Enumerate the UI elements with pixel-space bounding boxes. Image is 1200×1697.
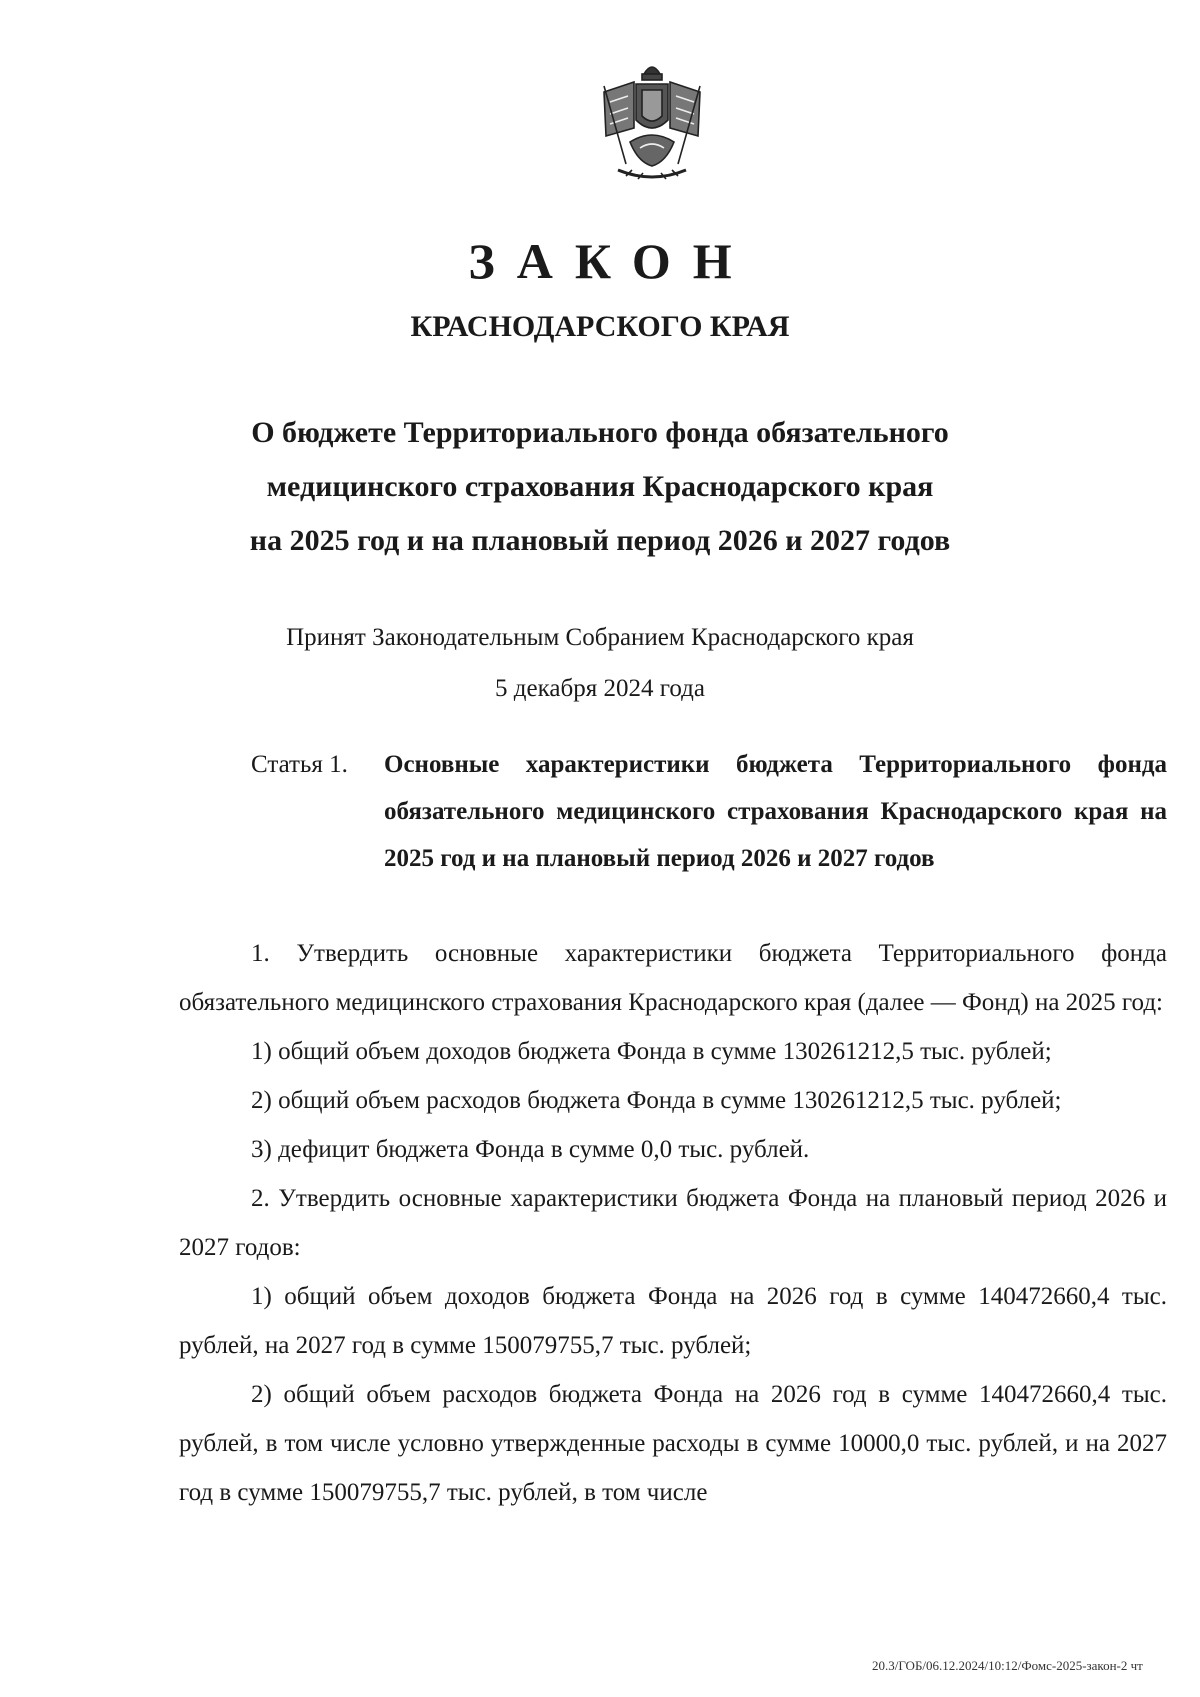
coat-of-arms-icon: [596, 58, 708, 186]
adoption-note: [150, 612, 1050, 714]
paragraph: 3) дефицит бюджета Фонда в сумме 0,0 тыс. рублей.: [251, 1136, 810, 1163]
law-name-line: О бюджете Территориального фонда обязательного: [251, 416, 949, 449]
paragraph: 2) общий объем расходов бюджета Фонда на 2026 год в сумме 140472660,4 тыс. рублей, в том числе условно утвержденные расходы в сумме 10000,0 тыс. рублей, и на 2027 год в сумме 150079755,7 тыс. рублей, в том числе: [179, 1381, 1167, 1506]
paragraph: 1) общий объем доходов бюджета Фонда на 2026 год в сумме 140472660,4 тыс. рублей, на 2027 год в сумме 150079755,7 тыс. рублей;: [179, 1283, 1167, 1359]
article-heading: [251, 741, 1167, 882]
document-title: ЗАКОН: [468, 233, 754, 289]
adoption-date: 5 декабря 2024 года: [495, 675, 705, 702]
paragraph: 1) общий объем доходов бюджета Фонда в сумме 130261212,5 тыс. рублей;: [251, 1038, 1052, 1065]
article-title: Основные характеристики бюджета Территориального фонда обязательного медицинского страхования Краснодарского края на 2025 год и на плановый период 2026 и 2027 годов: [384, 751, 1167, 872]
paragraph: 2. Утвердить основные характеристики бюджета Фонда на плановый период 2026 и 2027 годов:: [179, 1185, 1167, 1261]
document-subtitle: КРАСНОДАРСКОГО КРАЯ: [410, 310, 790, 343]
paragraph: 1. Утвердить основные характеристики бюджета Территориального фонда обязательного медицинского страхования Краснодарского края (далее — Фонд) на 2025 год:: [179, 940, 1167, 1016]
law-name-line: на 2025 год и на плановый период 2026 и 2027 годов: [249, 524, 951, 557]
article-body: [179, 929, 1167, 1517]
adoption-body: Принят Законодательным Собранием Краснодарского края: [286, 624, 914, 651]
article-label: Статья 1.: [251, 751, 348, 778]
law-name: [150, 406, 1050, 568]
law-name-line: медицинского страхования Краснодарского края: [266, 470, 934, 503]
document-code: 20.3/ГОБ/06.12.2024/10:12/Фомс-2025-закон-2 чт: [872, 1658, 1143, 1673]
paragraph: 2) общий объем расходов бюджета Фонда в сумме 130261212,5 тыс. рублей;: [251, 1087, 1062, 1114]
